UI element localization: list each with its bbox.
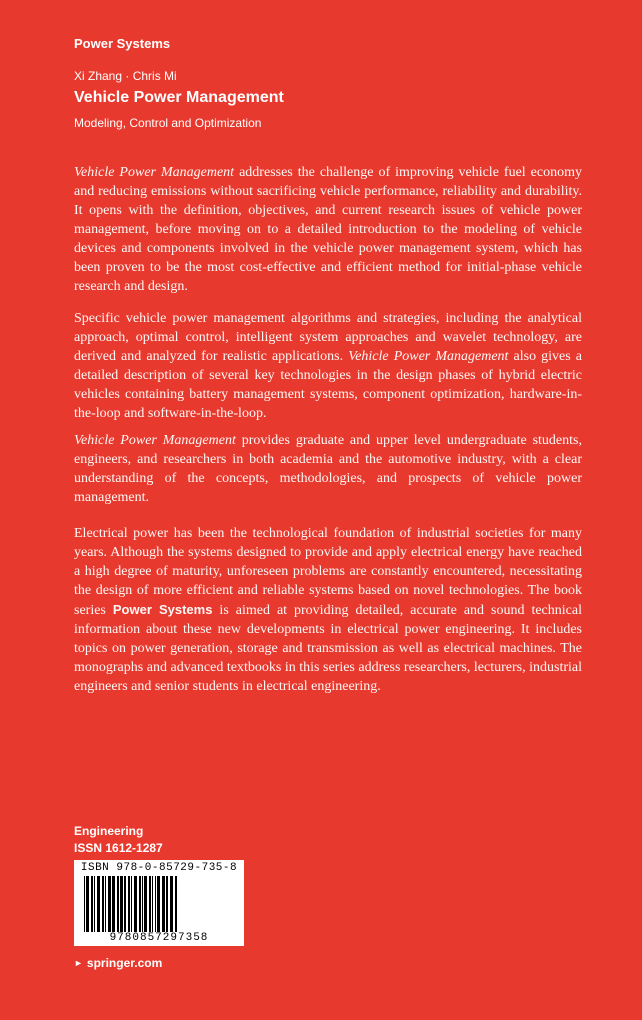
paragraph-text: Specific vehicle power management algorithms and strategies, including the analytical approach, optimal control, intelligent system approaches and wavelet technology, are derived and analyzed for realistic applications. — [74, 311, 582, 364]
series-name-bold: Power Systems — [112, 602, 213, 617]
barcode-bar — [152, 876, 153, 932]
barcode-bar — [139, 876, 141, 932]
barcode-bar — [157, 876, 160, 932]
paragraph-text: also gives a detailed description of several key technologies in the design phases of hybrid electric vehicles containing battery management systems, component optimization, hardware-in-the-loop and software-in-the-loop. — [74, 349, 582, 421]
barcode-bar — [94, 876, 95, 932]
barcode-bar — [166, 876, 168, 932]
issn-label: ISSN 1612-1287 — [74, 841, 163, 855]
barcode-bar — [102, 876, 104, 932]
barcode-bar — [120, 876, 123, 932]
barcode-bar — [124, 876, 126, 932]
book-title-italic: Vehicle Power Management — [74, 433, 236, 448]
barcode-bar — [144, 876, 147, 932]
barcode-bar — [97, 876, 100, 932]
barcode-bar — [175, 876, 177, 932]
barcode-bar — [117, 876, 119, 932]
paragraph-text: provides graduate and upper level undergraduate students, engineers, and researchers in both academia and the automotive industry, with a clear understanding of the concepts, methodologies, and prospects of vehicle power management. — [74, 433, 582, 505]
isbn-text: ISBN 978-0-85729-735-8 — [80, 862, 238, 874]
authors: Xi Zhang · Chris Mi — [74, 69, 177, 83]
barcode-bar — [86, 876, 89, 932]
barcode-bar — [105, 876, 106, 932]
barcode-bar — [142, 876, 143, 932]
subject-block — [74, 823, 163, 857]
paragraph-text: is aimed at providing detailed, accurate and sound technical information about these new developments in electrical power engineering. It includes topics on power generation, storage and transmission as well as electrical machines. The monographs and advanced textbooks in this series address researchers, lecturers, industrial engineers and senior students in electrical engineering. — [74, 603, 582, 694]
series-name: Power Systems — [74, 36, 171, 51]
barcode-bar — [134, 876, 137, 932]
subject-label: Engineering — [74, 824, 144, 838]
barcode-bar — [91, 876, 93, 932]
book-title-italic: Vehicle Power Management — [348, 349, 509, 364]
barcode-bar — [112, 876, 115, 932]
series-description-paragraph — [74, 524, 582, 696]
description-paragraph-3 — [74, 431, 582, 507]
barcode-bar — [84, 876, 85, 932]
ean-digits: 9780857297358 — [109, 932, 209, 944]
isbn-barcode — [74, 860, 244, 946]
paragraph-text: addresses the challenge of improving vehicle fuel economy and reducing emissions without sacrificing vehicle performance, reliability and durability. It opens with the definition, objectives, and current research issues of vehicle power management, before moving on to a detailed introduction to the modeling of vehicle devices and components involved in the vehicle power management system, which has been proven to be the most cost-effective and efficient method for initial-phase vehicle research and design. — [74, 165, 582, 294]
barcode-bar — [162, 876, 165, 932]
barcode-bar — [149, 876, 151, 932]
arrow-right-icon: ► — [74, 958, 83, 968]
book-title-italic: Vehicle Power Management — [74, 165, 235, 180]
barcode-bar — [108, 876, 111, 932]
description-paragraph-1 — [74, 163, 582, 296]
barcode-bar — [131, 876, 132, 932]
barcode-bars — [82, 876, 236, 932]
publisher-link[interactable] — [74, 956, 162, 970]
barcode-bar — [155, 876, 156, 932]
paragraph-text: Electrical power has been the technological foundation of industrial societies for many years. Although the systems designed to provide and apply electrical energy have reached a high degree of maturity, unforeseen problems are constantly encountered, necessitating the design of more efficient and reliable systems based on novel technologies. The book series — [74, 526, 582, 618]
barcode-bar — [170, 876, 173, 932]
description-paragraph-2 — [74, 309, 582, 423]
book-title: Vehicle Power Management — [74, 89, 284, 106]
book-subtitle: Modeling, Control and Optimization — [74, 116, 262, 130]
publisher-url: springer.com — [86, 956, 163, 970]
barcode-bar — [128, 876, 130, 932]
